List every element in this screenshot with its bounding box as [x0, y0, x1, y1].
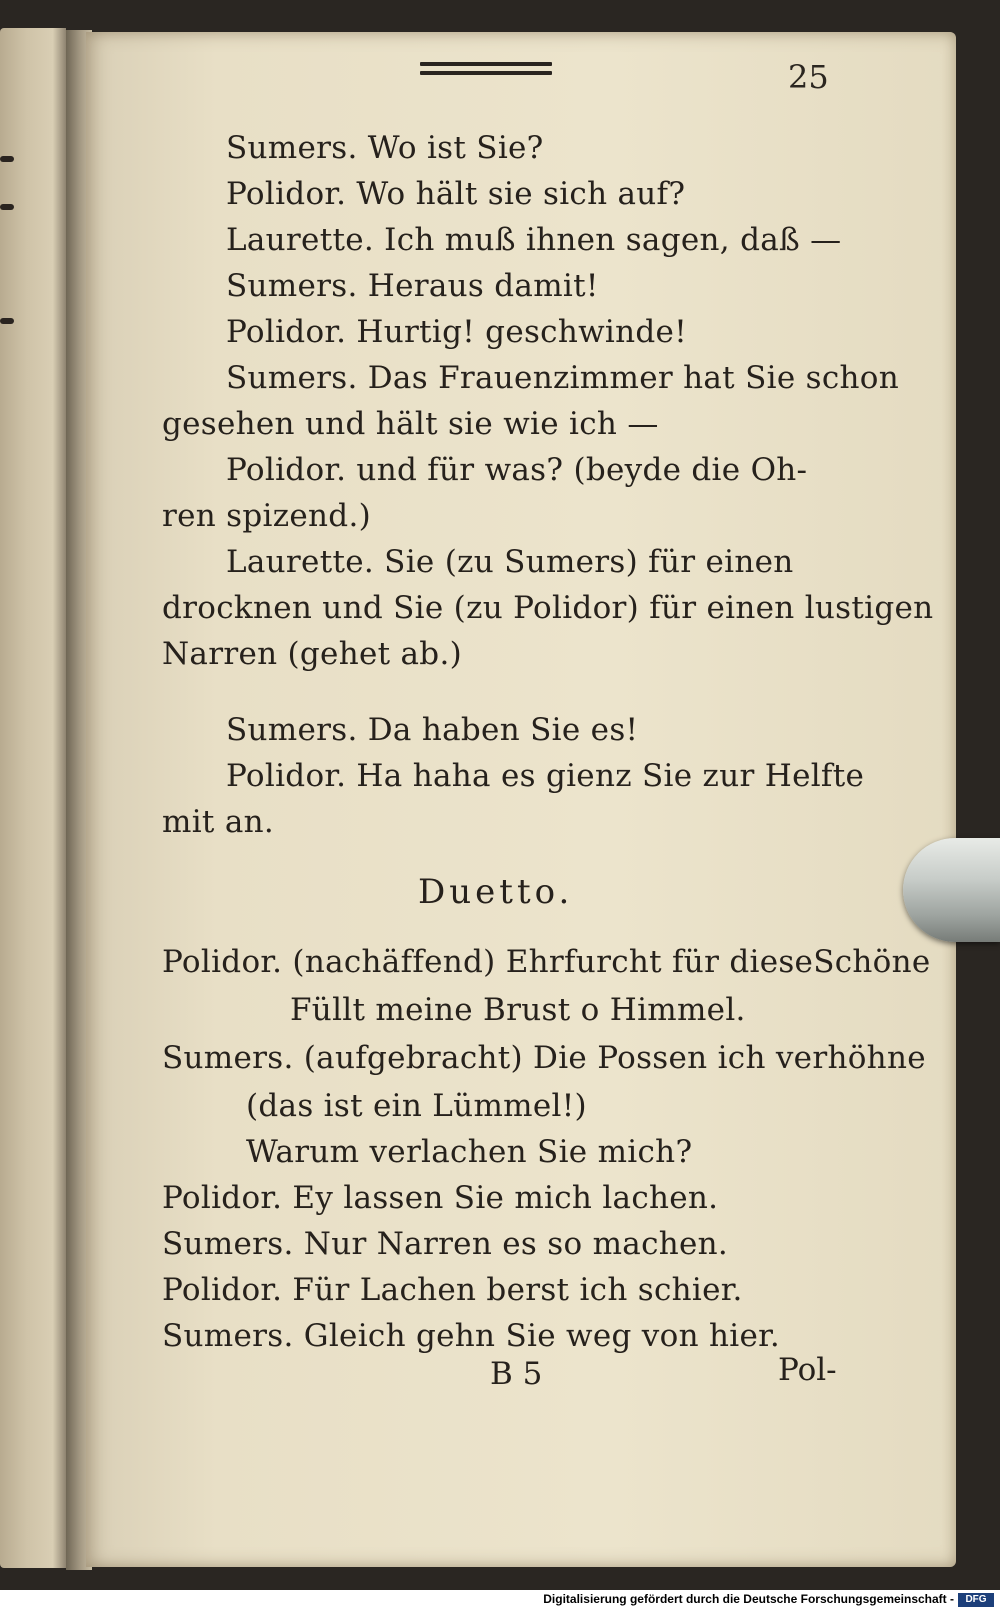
text-line: mit an. — [162, 804, 275, 840]
duet-line: Polidor. (nachäffend) Ehrfurcht für dieseSchöne — [162, 944, 931, 980]
text-line: Laurette. Sie (zu Sumers) für einen — [226, 544, 794, 580]
text-line: Sumers. Wo ist Sie? — [226, 130, 544, 166]
duet-line: Füllt meine Brust o Himmel. — [290, 992, 746, 1028]
footer-credit: Digitalisierung gefördert durch die Deutsche Forschungsgemeinschaft - — [543, 1592, 954, 1606]
page-number: 25 — [788, 58, 829, 96]
duet-line: Warum verlachen Sie mich? — [246, 1134, 693, 1170]
signature-mark: B 5 — [490, 1356, 543, 1392]
page-clip — [903, 838, 1000, 942]
catchword: Pol- — [778, 1352, 837, 1388]
section-title: Duetto. — [418, 872, 574, 912]
duet-line: Sumers. (aufgebracht) Die Possen ich verhöhne — [162, 1040, 926, 1076]
text-line: Polidor. und für was? (beyde die Oh- — [226, 452, 808, 488]
duet-line: Polidor. Für Lachen berst ich schier. — [162, 1272, 743, 1308]
bleed-mark — [0, 156, 14, 162]
text-line: drocknen und Sie (zu Polidor) für einen lustigen — [162, 590, 934, 626]
duet-line: Sumers. Gleich gehn Sie weg von hier. — [162, 1318, 780, 1354]
dfg-logo-icon: DFG — [958, 1593, 994, 1607]
duet-line: Sumers. Nur Narren es so machen. — [162, 1226, 729, 1262]
bleed-mark — [0, 318, 14, 324]
bleed-mark — [0, 204, 14, 210]
text-line: Sumers. Da haben Sie es! — [226, 712, 639, 748]
duet-line: (das ist ein Lümmel!) — [246, 1088, 587, 1124]
header-ornament-rule — [420, 62, 552, 86]
text-line: ren spizend.) — [162, 498, 371, 534]
text-line: Polidor. Wo hält sie sich auf? — [226, 176, 686, 212]
duet-line: Polidor. Ey lassen Sie mich lachen. — [162, 1180, 719, 1216]
text-line: Polidor. Hurtig! geschwinde! — [226, 314, 687, 350]
text-line: Polidor. Ha haha es gienz Sie zur Helfte — [226, 758, 865, 794]
text-line: gesehen und hält sie wie ich — — [162, 406, 659, 442]
text-line: Narren (gehet ab.) — [162, 636, 462, 672]
text-line: Laurette. Ich muß ihnen sagen, daß — — [226, 222, 842, 258]
facing-page-edge — [0, 28, 66, 1568]
text-line: Sumers. Das Frauenzimmer hat Sie schon — [226, 360, 899, 396]
text-line: Sumers. Heraus damit! — [226, 268, 599, 304]
